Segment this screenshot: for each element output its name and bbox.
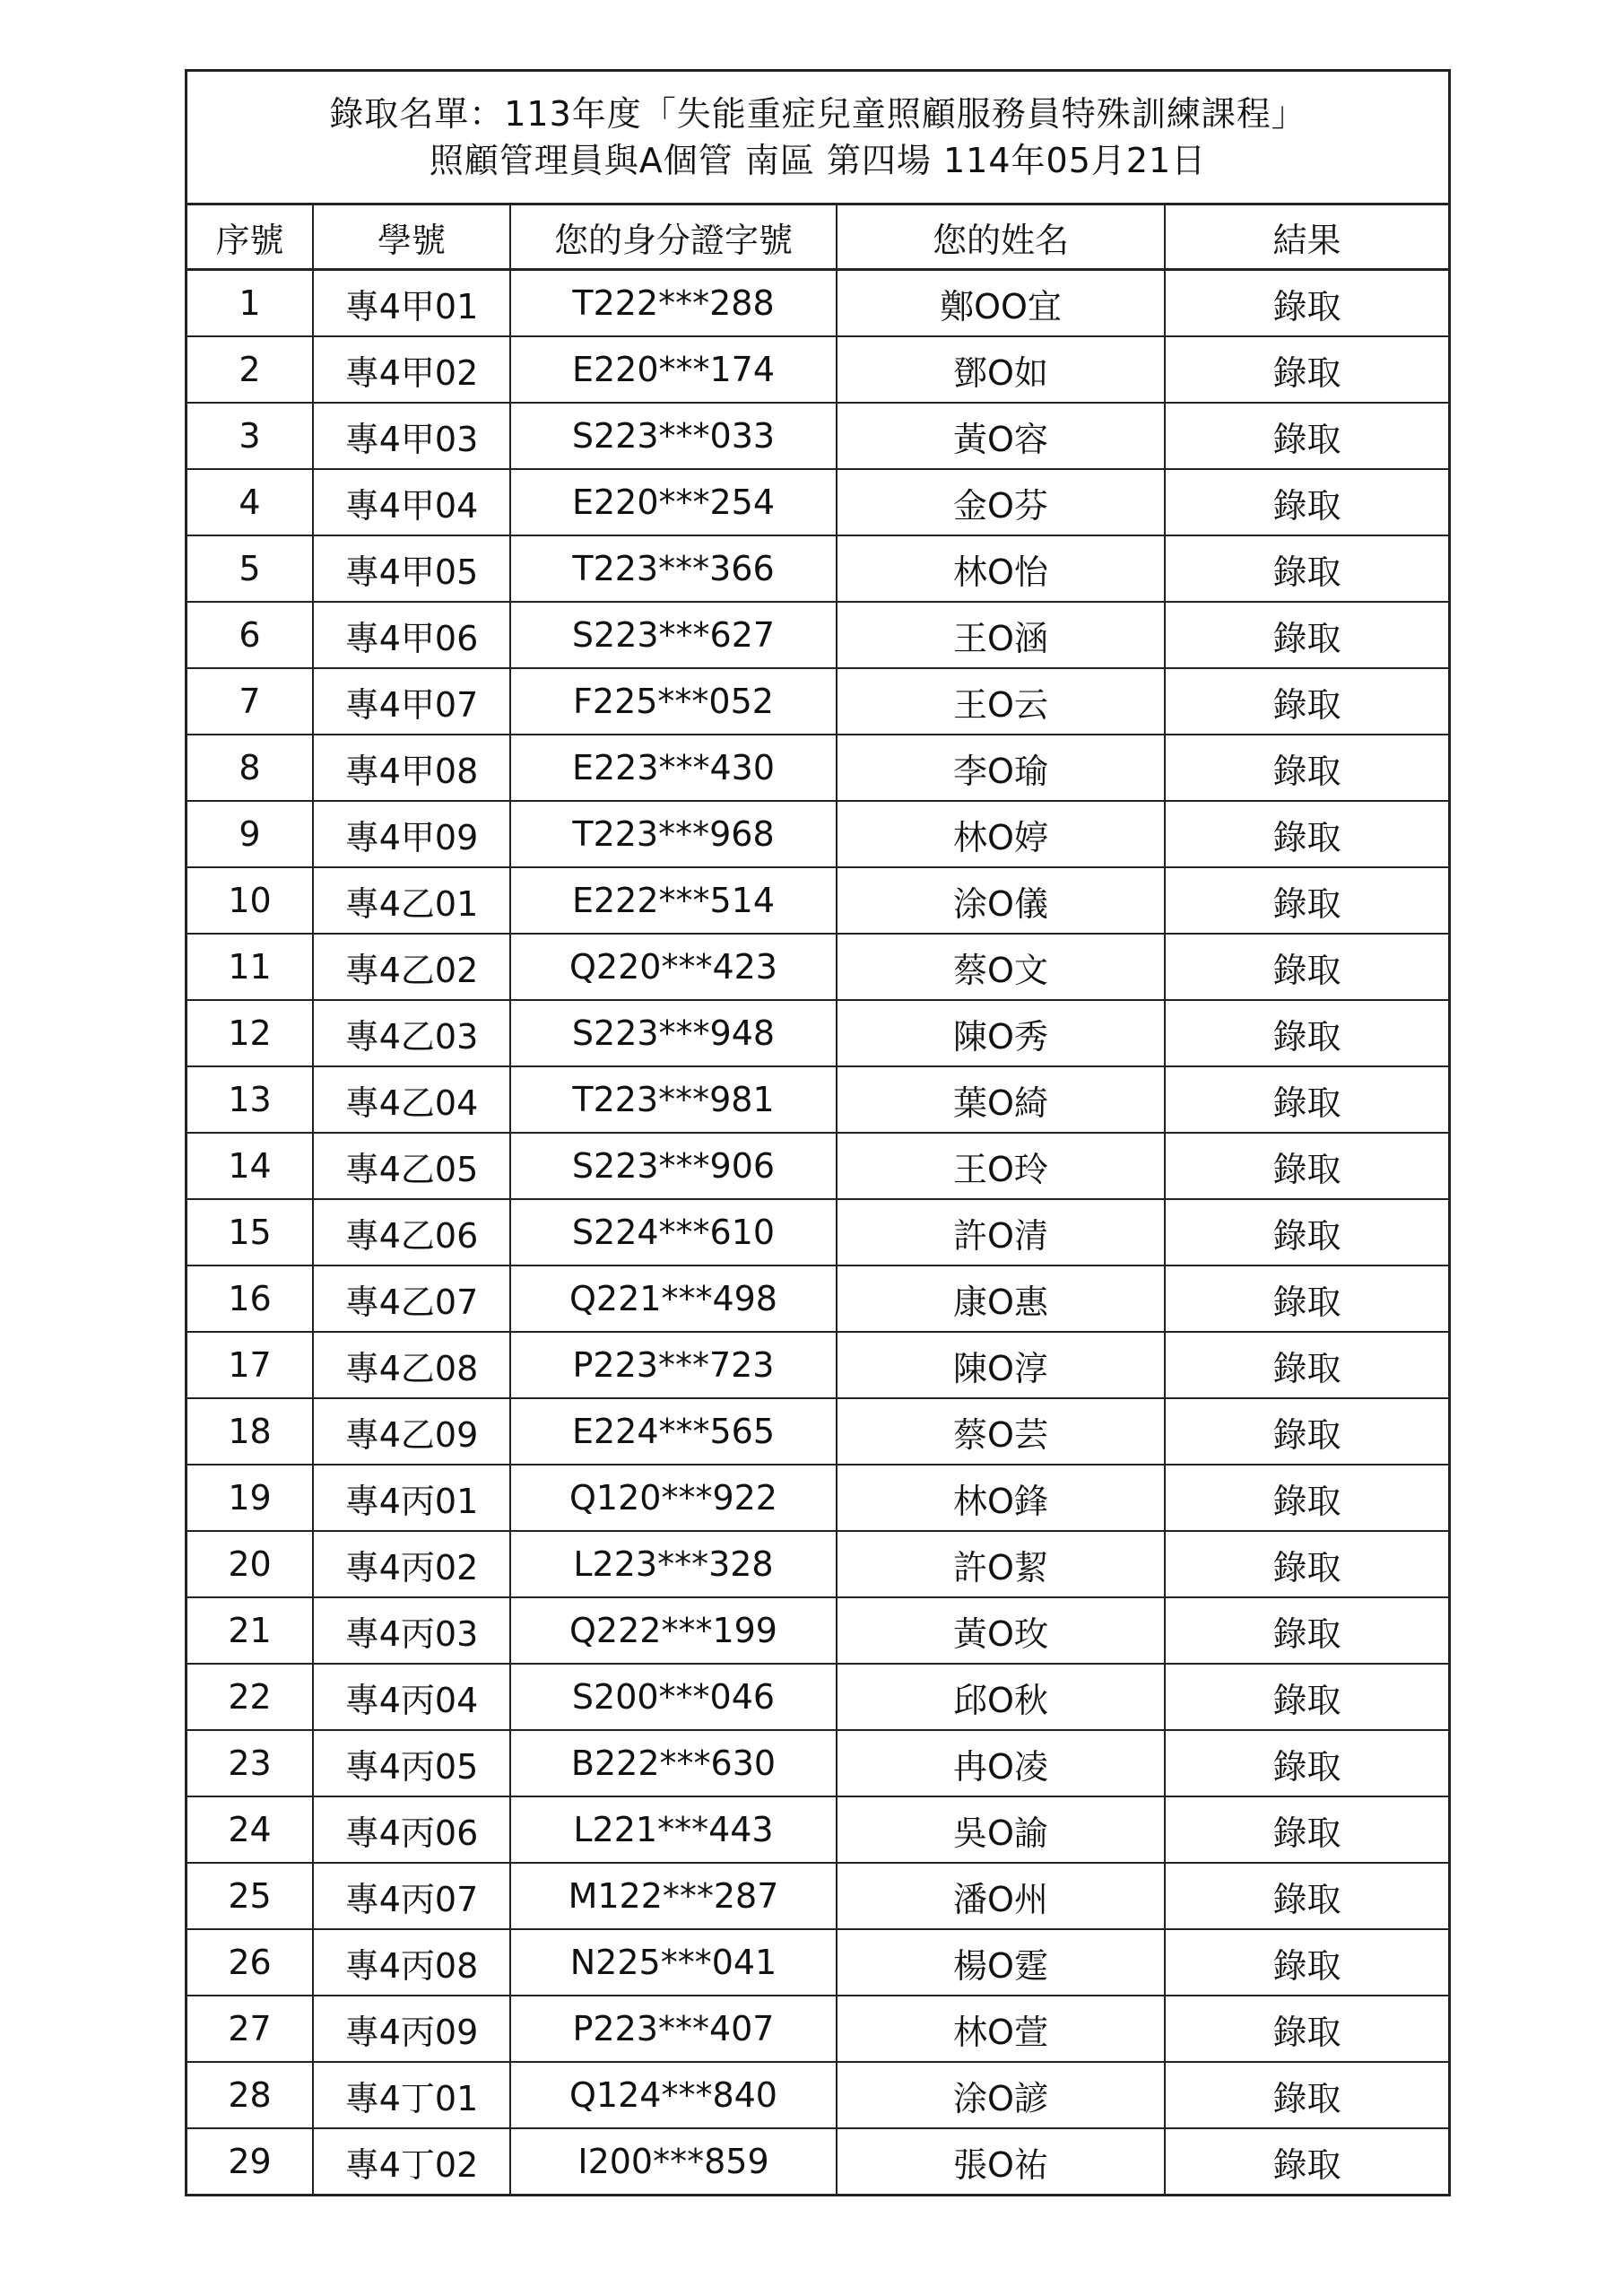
cell-result: 錄取	[1165, 1730, 1448, 1796]
cell-name: 葉O綺	[837, 1066, 1165, 1133]
table-row	[187, 1465, 1448, 1531]
cell-serial: 26	[187, 1929, 313, 1996]
title-block	[187, 72, 1448, 205]
cell-serial: 12	[187, 1000, 313, 1066]
table-row	[187, 1265, 1448, 1332]
cell-student-id: 專4乙09	[313, 1398, 510, 1465]
table-row	[187, 1796, 1448, 1863]
cell-result: 錄取	[1165, 867, 1448, 934]
cell-result: 錄取	[1165, 602, 1448, 668]
table-row	[187, 1730, 1448, 1796]
cell-student-id: 專4乙08	[313, 1332, 510, 1398]
cell-name: 涂O諺	[837, 2062, 1165, 2128]
cell-name: 鄭OO宜	[837, 270, 1165, 337]
cell-serial: 28	[187, 2062, 313, 2128]
cell-name: 邱O秋	[837, 1664, 1165, 1730]
admission-list-sheet	[185, 69, 1451, 2196]
cell-student-id: 專4丁01	[313, 2062, 510, 2128]
table-row	[187, 535, 1448, 602]
cell-national-id: S223***948	[510, 1000, 837, 1066]
cell-national-id: I200***859	[510, 2128, 837, 2194]
cell-result: 錄取	[1165, 801, 1448, 867]
cell-serial: 21	[187, 1597, 313, 1664]
table-row	[187, 801, 1448, 867]
cell-result: 錄取	[1165, 934, 1448, 1000]
cell-serial: 1	[187, 270, 313, 337]
cell-result: 錄取	[1165, 1531, 1448, 1597]
table-row	[187, 602, 1448, 668]
cell-name: 王O涵	[837, 602, 1165, 668]
cell-national-id: Q124***840	[510, 2062, 837, 2128]
table-row	[187, 1000, 1448, 1066]
cell-student-id: 專4甲02	[313, 336, 510, 403]
cell-result: 錄取	[1165, 1133, 1448, 1199]
cell-student-id: 專4乙03	[313, 1000, 510, 1066]
table-row	[187, 1863, 1448, 1929]
cell-result: 錄取	[1165, 1863, 1448, 1929]
cell-student-id: 專4丙07	[313, 1863, 510, 1929]
cell-result: 錄取	[1165, 1465, 1448, 1531]
cell-national-id: Q120***922	[510, 1465, 837, 1531]
cell-national-id: S223***627	[510, 602, 837, 668]
cell-national-id: Q221***498	[510, 1265, 837, 1332]
table-row	[187, 469, 1448, 535]
cell-student-id: 專4丙09	[313, 1996, 510, 2062]
cell-result: 錄取	[1165, 1996, 1448, 2062]
table-row	[187, 1664, 1448, 1730]
cell-national-id: S200***046	[510, 1664, 837, 1730]
cell-serial: 4	[187, 469, 313, 535]
cell-student-id: 專4丙03	[313, 1597, 510, 1664]
cell-student-id: 專4甲05	[313, 535, 510, 602]
cell-national-id: F225***052	[510, 668, 837, 735]
cell-student-id: 專4乙05	[313, 1133, 510, 1199]
title-line-2: 照顧管理員與A個管 南區 第四場 114年05月21日	[429, 141, 1207, 180]
table-row	[187, 1332, 1448, 1398]
cell-name: 鄧O如	[837, 336, 1165, 403]
cell-name: 吳O諭	[837, 1796, 1165, 1863]
cell-national-id: T223***968	[510, 801, 837, 867]
table-row	[187, 1597, 1448, 1664]
cell-result: 錄取	[1165, 1664, 1448, 1730]
cell-serial: 22	[187, 1664, 313, 1730]
table-row	[187, 934, 1448, 1000]
table-row	[187, 2062, 1448, 2128]
cell-name: 陳O秀	[837, 1000, 1165, 1066]
cell-result: 錄取	[1165, 535, 1448, 602]
cell-student-id: 專4甲09	[313, 801, 510, 867]
cell-result: 錄取	[1165, 668, 1448, 735]
cell-serial: 23	[187, 1730, 313, 1796]
header-student-id: 學號	[313, 205, 510, 270]
table-row	[187, 735, 1448, 801]
cell-student-id: 專4丙08	[313, 1929, 510, 1996]
table-row	[187, 336, 1448, 403]
cell-student-id: 專4丙04	[313, 1664, 510, 1730]
table-row	[187, 2128, 1448, 2194]
cell-national-id: S223***033	[510, 403, 837, 469]
cell-result: 錄取	[1165, 1929, 1448, 1996]
cell-national-id: P223***407	[510, 1996, 837, 2062]
cell-national-id: S224***610	[510, 1199, 837, 1265]
cell-serial: 9	[187, 801, 313, 867]
cell-student-id: 專4丁02	[313, 2128, 510, 2194]
cell-serial: 15	[187, 1199, 313, 1265]
table-row	[187, 1066, 1448, 1133]
cell-national-id: T223***366	[510, 535, 837, 602]
cell-name: 康O惠	[837, 1265, 1165, 1332]
cell-name: 潘O州	[837, 1863, 1165, 1929]
cell-name: 涂O儀	[837, 867, 1165, 934]
cell-serial: 27	[187, 1996, 313, 2062]
cell-name: 陳O淳	[837, 1332, 1165, 1398]
cell-result: 錄取	[1165, 1597, 1448, 1664]
table-row	[187, 1929, 1448, 1996]
cell-national-id: L223***328	[510, 1531, 837, 1597]
cell-serial: 8	[187, 735, 313, 801]
cell-name: 林O鋒	[837, 1465, 1165, 1531]
cell-student-id: 專4丙02	[313, 1531, 510, 1597]
cell-result: 錄取	[1165, 2062, 1448, 2128]
cell-name: 冉O凌	[837, 1730, 1165, 1796]
cell-name: 蔡O芸	[837, 1398, 1165, 1465]
cell-name: 王O云	[837, 668, 1165, 735]
table-row	[187, 867, 1448, 934]
cell-result: 錄取	[1272, 2144, 1341, 2185]
cell-result: 錄取	[1165, 1265, 1448, 1332]
table-row	[187, 270, 1448, 337]
table-row	[187, 1996, 1448, 2062]
header-result: 結果	[1165, 205, 1448, 270]
cell-student-id: 專4乙04	[313, 1066, 510, 1133]
cell-name: 許O清	[837, 1199, 1165, 1265]
cell-name: 王O玲	[837, 1133, 1165, 1199]
cell-national-id: E223***430	[510, 735, 837, 801]
cell-serial: 13	[187, 1066, 313, 1133]
cell-national-id: T223***981	[510, 1066, 837, 1133]
cell-national-id: L221***443	[510, 1796, 837, 1863]
cell-result: 錄取	[1165, 403, 1448, 469]
cell-student-id: 專4甲07	[313, 668, 510, 735]
cell-student-id: 專4乙06	[313, 1199, 510, 1265]
table-row	[187, 403, 1448, 469]
cell-national-id: N225***041	[510, 1929, 837, 1996]
table-body	[187, 270, 1448, 2195]
cell-national-id: Q220***423	[510, 934, 837, 1000]
cell-serial: 3	[187, 403, 313, 469]
cell-student-id: 專4甲04	[313, 469, 510, 535]
cell-student-id: 專4丙01	[313, 1465, 510, 1531]
table-row	[187, 668, 1448, 735]
cell-name: 張O祐	[837, 2128, 1165, 2194]
cell-serial: 29	[187, 2128, 313, 2194]
cell-serial: 19	[187, 1465, 313, 1531]
cell-student-id: 專4乙01	[313, 867, 510, 934]
cell-serial: 7	[187, 668, 313, 735]
cell-student-id: 專4丙06	[313, 1796, 510, 1863]
cell-result: 錄取	[1165, 336, 1448, 403]
cell-serial: 25	[187, 1863, 313, 1929]
cell-result: 錄取	[1165, 270, 1448, 337]
cell-student-id: 專4丙05	[313, 1730, 510, 1796]
cell-result: 錄取	[1165, 1332, 1448, 1398]
cell-serial: 24	[187, 1796, 313, 1863]
header-row	[187, 205, 1448, 270]
cell-serial: 14	[187, 1133, 313, 1199]
cell-national-id: S223***906	[510, 1133, 837, 1199]
cell-name: 蔡O文	[837, 934, 1165, 1000]
table-row	[187, 1531, 1448, 1597]
cell-student-id: 專4甲08	[313, 735, 510, 801]
cell-national-id: E220***254	[510, 469, 837, 535]
cell-serial: 6	[187, 602, 313, 668]
admission-table	[187, 205, 1448, 2194]
cell-serial: 11	[187, 934, 313, 1000]
cell-student-id: 專4甲01	[313, 270, 510, 337]
cell-result: 錄取	[1165, 1066, 1448, 1133]
cell-name: 楊O霆	[837, 1929, 1165, 1996]
cell-national-id: E220***174	[510, 336, 837, 403]
cell-national-id: E224***565	[510, 1398, 837, 1465]
cell-name: 林O婷	[837, 801, 1165, 867]
cell-national-id: T222***288	[510, 270, 837, 337]
table-row	[187, 1133, 1448, 1199]
cell-national-id: E222***514	[510, 867, 837, 934]
cell-name: 黃O玫	[837, 1597, 1165, 1664]
cell-student-id: 專4甲03	[313, 403, 510, 469]
cell-name: 林O萱	[837, 1996, 1165, 2062]
table-row	[187, 1199, 1448, 1265]
header-national-id: 您的身分證字號	[510, 205, 837, 270]
table-row	[187, 1398, 1448, 1465]
title-line-1: 錄取名單：113年度「失能重症兒童照顧服務員特殊訓練課程」	[329, 94, 1306, 134]
cell-result: 錄取	[1165, 469, 1448, 535]
cell-serial: 17	[187, 1332, 313, 1398]
cell-name: 黃O容	[837, 403, 1165, 469]
cell-result: 錄取	[1165, 1398, 1448, 1465]
cell-result: 錄取	[1165, 1000, 1448, 1066]
cell-serial: 16	[187, 1265, 313, 1332]
cell-name: 林O怡	[837, 535, 1165, 602]
cell-national-id: Q222***199	[510, 1597, 837, 1664]
cell-serial: 18	[187, 1398, 313, 1465]
cell-serial: 10	[187, 867, 313, 934]
header-serial: 序號	[187, 205, 313, 270]
cell-name: 金O芬	[837, 469, 1165, 535]
cell-national-id: P223***723	[510, 1332, 837, 1398]
cell-result: 錄取	[1165, 735, 1448, 801]
cell-student-id: 專4乙07	[313, 1265, 510, 1332]
cell-student-id: 專4乙02	[313, 934, 510, 1000]
cell-serial: 5	[187, 535, 313, 602]
cell-result: 錄取	[1165, 1199, 1448, 1265]
cell-national-id: M122***287	[510, 1863, 837, 1929]
cell-serial: 2	[187, 336, 313, 403]
cell-name: 許O絜	[837, 1531, 1165, 1597]
header-name: 您的姓名	[837, 205, 1165, 270]
cell-national-id: B222***630	[510, 1730, 837, 1796]
cell-name: 李O瑜	[837, 735, 1165, 801]
cell-student-id: 專4甲06	[313, 602, 510, 668]
cell-serial: 20	[187, 1531, 313, 1597]
cell-result: 錄取	[1165, 1796, 1448, 1863]
